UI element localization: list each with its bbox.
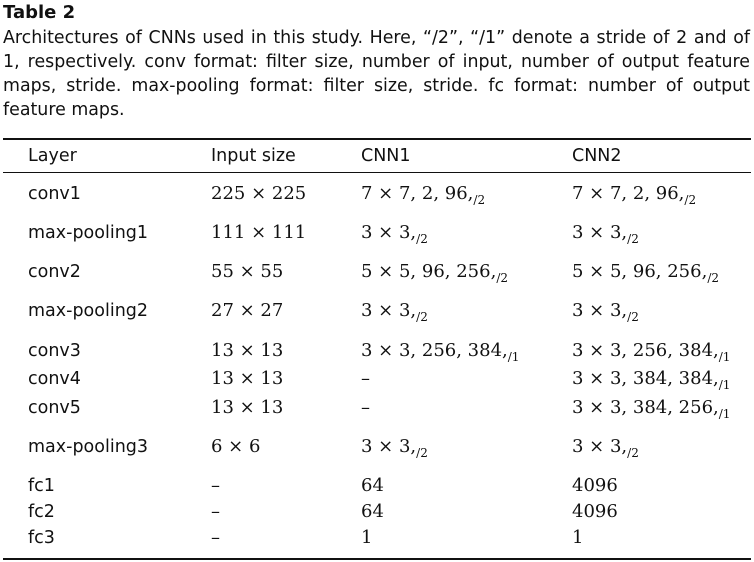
- row-cnn1: [361, 300, 428, 323]
- cnn1-value: –: [361, 368, 370, 389]
- cnn2-value: 4096: [572, 475, 618, 496]
- row-input-size: 6 × 6: [211, 436, 261, 457]
- cnn2-value: 3 × 3,: [572, 222, 628, 243]
- row-cnn1: [361, 397, 370, 420]
- cnn1-stride: /2: [416, 310, 428, 324]
- header-layer: Layer: [28, 146, 77, 166]
- table-caption: Architectures of CNNs used in this study. Here, “/2”, “/1” denote a stride of 2 and of 1, respectively. conv format: filter size, number of input, number of output feature maps, stride. max-pooling format: filter size, stride. fc format: number of output feature maps.: [3, 28, 750, 120]
- row-input-size: 13 × 13: [211, 340, 284, 361]
- row-cnn1: [361, 501, 384, 524]
- cnn1-value: 7 × 7, 2, 96,: [361, 183, 474, 204]
- table-title: Table 2: [3, 2, 76, 23]
- cnn2-stride: /1: [718, 378, 731, 392]
- row-input-size: –: [211, 501, 220, 522]
- cnn2-stride: /2: [627, 446, 639, 460]
- row-cnn2: [572, 475, 618, 498]
- header-input-size: Input size: [211, 146, 296, 166]
- row-layer: max-pooling1: [28, 223, 149, 243]
- cnn1-value: 1: [361, 527, 373, 548]
- row-input-size: 13 × 13: [211, 397, 284, 418]
- cnn1-value: 5 × 5, 96, 256,: [361, 261, 497, 282]
- row-cnn1: [361, 368, 370, 391]
- row-cnn2: [572, 183, 696, 206]
- cnn1-value: 64: [361, 501, 384, 522]
- cnn2-stride: /2: [627, 310, 639, 324]
- cnn2-value: 7 × 7, 2, 96,: [572, 183, 685, 204]
- cnn2-stride: /1: [718, 407, 731, 421]
- row-cnn1: [361, 183, 485, 206]
- row-cnn2: [572, 501, 618, 524]
- row-layer: fc1: [28, 476, 55, 496]
- row-layer: conv3: [28, 341, 81, 361]
- row-cnn1: [361, 527, 372, 550]
- row-input-size: 225 × 225: [211, 183, 307, 204]
- header-cnn1: CNN1: [361, 146, 411, 166]
- cnn2-stride: /2: [627, 232, 639, 246]
- row-cnn2: [572, 340, 730, 363]
- cnn1-value: 3 × 3,: [361, 300, 417, 321]
- cnn1-stride: /2: [416, 446, 428, 460]
- row-input-size: 13 × 13: [211, 368, 284, 389]
- row-input-size: –: [211, 527, 220, 548]
- cnn2-value: 1: [572, 527, 584, 548]
- header-cnn2: CNN2: [572, 146, 622, 166]
- bottom-rule: [3, 558, 751, 560]
- row-layer: conv2: [28, 262, 81, 282]
- cnn1-value: 64: [361, 475, 384, 496]
- row-input-size: 111 × 111: [211, 222, 307, 243]
- cnn2-value: 3 × 3, 256, 384,: [572, 340, 719, 361]
- row-cnn1: [361, 436, 428, 459]
- top-rule: [3, 138, 751, 140]
- cnn2-stride: /2: [684, 193, 697, 207]
- cnn2-value: 3 × 3, 384, 256,: [572, 397, 719, 418]
- row-cnn1: [361, 222, 428, 245]
- cnn1-stride: /1: [507, 350, 520, 364]
- cnn2-value: 3 × 3, 384, 384,: [572, 368, 719, 389]
- cnn1-value: 3 × 3,: [361, 222, 417, 243]
- cnn2-value: 3 × 3,: [572, 300, 628, 321]
- cnn2-stride: /1: [718, 350, 731, 364]
- row-layer: max-pooling3: [28, 437, 149, 457]
- row-cnn2: [572, 222, 639, 245]
- cnn2-value: 5 × 5, 96, 256,: [572, 261, 708, 282]
- row-layer: fc2: [28, 502, 55, 522]
- cnn1-value: 3 × 3, 256, 384,: [361, 340, 508, 361]
- row-cnn2: [572, 527, 583, 550]
- row-input-size: –: [211, 475, 220, 496]
- row-layer: conv1: [28, 184, 81, 204]
- row-cnn1: [361, 261, 508, 284]
- cnn1-stride: /2: [473, 193, 486, 207]
- cnn2-value: 3 × 3,: [572, 436, 628, 457]
- row-layer: conv4: [28, 369, 81, 389]
- row-cnn1: [361, 475, 384, 498]
- header-rule: [3, 172, 751, 173]
- row-cnn2: [572, 300, 639, 323]
- cnn1-value: –: [361, 397, 370, 418]
- row-cnn2: [572, 368, 730, 391]
- row-cnn1: [361, 340, 519, 363]
- cnn2-value: 4096: [572, 501, 618, 522]
- cnn1-stride: /2: [496, 271, 508, 285]
- row-layer: conv5: [28, 398, 81, 418]
- cnn1-stride: /2: [416, 232, 428, 246]
- row-input-size: 55 × 55: [211, 261, 284, 282]
- row-cnn2: [572, 397, 730, 420]
- cnn2-stride: /2: [707, 271, 719, 285]
- row-layer: fc3: [28, 528, 55, 548]
- row-cnn2: [572, 261, 719, 284]
- row-layer: max-pooling2: [28, 301, 149, 321]
- cnn1-value: 3 × 3,: [361, 436, 417, 457]
- row-input-size: 27 × 27: [211, 300, 284, 321]
- row-cnn2: [572, 436, 639, 459]
